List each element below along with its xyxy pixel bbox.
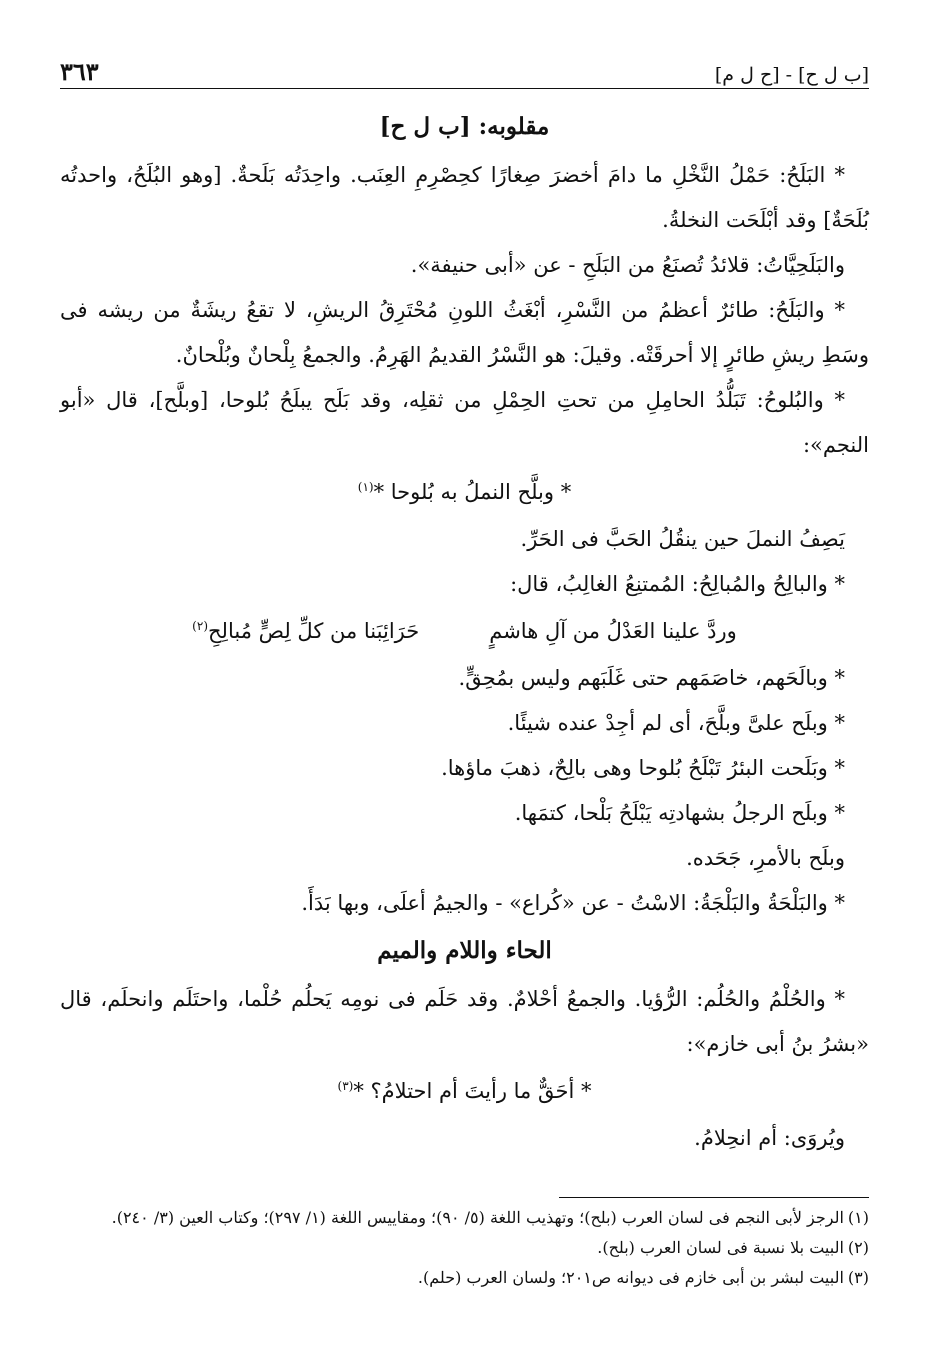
footnote [60,1203,869,1233]
footnote-text: البيت بلا نسبة فى لسان العرب (بلح). [597,1238,844,1257]
paragraph: * والبَلَحُ: طائرٌ أعظمُ من النَّسْرِ، أبْغَثُ اللونِ مُحْتَرِقُ الريشِ، لا تقعُ ريشَةٌ من ريشه فى وسَطِ ريشِ طائرٍ إلا أحرقَتْه. وقيلَ: هو النَّسْرُ القديمُ الهَرِمُ. والجمعُ بِلْحانٌ وبُلْحانٌ. [60,298,869,367]
paragraph: * وبلَح الرجلُ بشهادتِه يَبْلَحُ بَلْحا، كتمَها. [514,801,845,825]
verse-text: * أحَقٌّ ما رأيتَ أم احتلامُ؟ * [353,1079,592,1103]
verse-line [60,470,869,515]
paragraph: ويُروَى: أم انحِلامُ. [694,1126,845,1150]
footnote [60,1263,869,1293]
section-heading-blh: مقلوبه: [ب ل ح] [379,113,550,140]
second-hemistich-wrap [192,609,419,654]
paragraph: * البَلَحُ: حَمْلُ النَّخْلِ ما دامَ أخضرَ صِغارًا كحِصْرِمِ العِنَب. واحِدَتُه بَلَحةٌ. [وهو البُلَحُ، واحدتُه بُلَحَةٌ] وقد أبْلَحَت النخلةُ. [60,163,869,232]
running-header [60,52,869,86]
first-hemistich: وردَّ علينا العَدْلُ من آلِ هاشمٍ [489,619,737,643]
paragraph: * والبَلْحَةُ والبَلْجَةُ: الاسْتُ - عن «كُراع» - والجيمُ أعلَى، وبها بَدَأَ. [301,891,845,915]
header-root-label: [ب ل ح] - [ح ل م] [714,64,869,86]
header-rule [60,88,869,89]
paragraph: يَصِفُ النملَ حين ينقُلُ الحَبَّ فى الحَرِّ. [520,527,845,551]
second-hemistich: حَرَائِبَنا من كلِّ لِصٍّ مُبالِحِ [208,619,420,643]
paragraph: وبلَح بالأمرِ، جَحَده. [686,846,845,870]
verse-line [60,1069,869,1114]
footnote-number: (١) [847,1208,869,1227]
footnote-number: (٣) [847,1268,869,1287]
verse-text: * وبلَّح النملُ به بُلوحا * [373,480,572,504]
footnote-number: (٢) [847,1238,869,1257]
footnote-text: البيت لبشر بن أبى خازم فى ديوانه ص٢٠١؛ ولسان العرب (حلم). [417,1268,844,1287]
footnote-ref: (١) [357,480,374,494]
poetry-couplet [60,609,869,654]
footnote [60,1233,869,1263]
page-number: ٣٦٣ [60,57,99,86]
paragraph: * وبَلَحت البئرُ تَبْلَحُ بُلوحا وهى بالِحٌ، ذهبَ ماؤها. [441,756,845,780]
footnote-text: الرجز لأبى النجم فى لسان العرب (بلح)؛ وتهذيب اللغة (٥/ ٩٠)؛ ومقاييس اللغة (١/ ٢٩٧)؛ وكتاب العين (٣/ ٢٤٠). [111,1208,844,1227]
paragraph: * وبالَحَهم، خاصَمَهم حتى غَلَبَهم وليس بمُحِقٍّ. [458,666,845,690]
paragraph: * والبالِحُ والمُبالِحُ: المُمتنِعُ الغالِبُ، قال: [510,572,845,596]
paragraph: * والبُلوحُ: تَبَلُّدُ الحامِلِ من تحتِ الحِمْلِ من ثقلِه، وقد بَلَح يبلَحُ بُلوحا، [وبلَّح]، قال «أبو النجم»: [60,388,869,457]
main-text [60,102,869,1161]
paragraph: * وبلَح علىَّ وبلَّحَ، أى لم أجِدْ عنده شيئًا. [507,711,845,735]
footnote-ref: (٣) [337,1079,354,1093]
paragraph: والبَلَحِيَّاتُ: قلائدُ تُصنَعُ من البَلَحِ - عن «أبى حنيفة». [410,253,845,277]
section-heading-hlm: الحاء واللام والميم [377,937,552,964]
footnotes [60,1203,869,1293]
footnote-ref: (٢) [192,619,208,633]
footnote-rule [559,1197,869,1198]
paragraph: * والحُلْمُ والحُلُم: الرُّؤيا. والجمعُ أحْلامٌ. وقد حَلَم فى نومِه يَحلُم حُلْما، واحتَلَم وانحلَم، قال «بشرُ بنُ أبى خازم»: [60,987,869,1056]
